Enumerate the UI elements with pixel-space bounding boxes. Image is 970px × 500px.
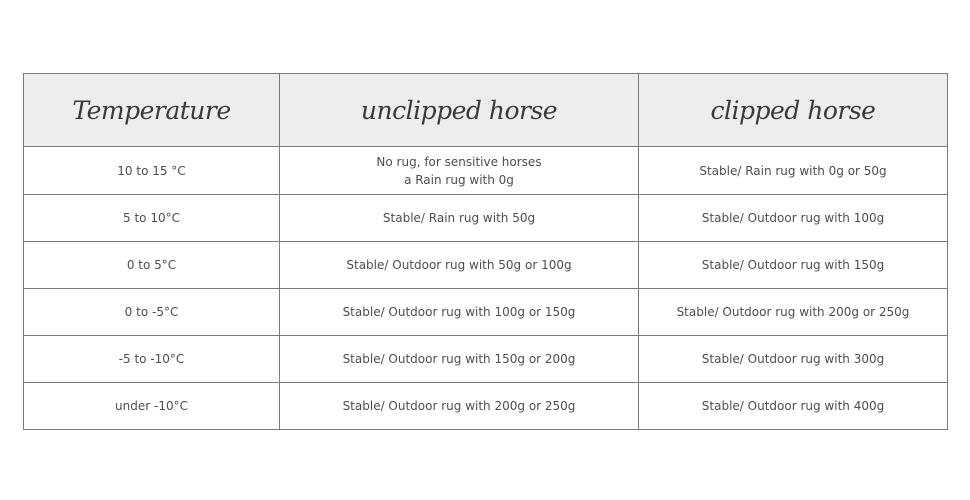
clipped-cell: Stable/ Outdoor rug with 200g or 250g bbox=[639, 289, 948, 336]
unclipped-cell: Stable/ Outdoor rug with 100g or 150g bbox=[280, 289, 639, 336]
clipped-cell: Stable/ Outdoor rug with 150g bbox=[639, 242, 948, 289]
unclipped-cell-line: a Rain rug with 0g bbox=[404, 172, 514, 187]
temperature-cell: 0 to -5°C bbox=[24, 289, 280, 336]
unclipped-cell: Stable/ Outdoor rug with 150g or 200g bbox=[280, 336, 639, 383]
header-row bbox=[24, 74, 948, 147]
header-clipped-horse: clipped horse bbox=[639, 74, 948, 147]
temperature-cell: under -10°C bbox=[24, 383, 280, 430]
unclipped-cell: Stable/ Outdoor rug with 200g or 250g bbox=[280, 383, 639, 430]
table-row bbox=[24, 289, 948, 336]
unclipped-cell: Stable/ Rain rug with 50g bbox=[280, 195, 639, 242]
header-temperature: Temperature bbox=[24, 74, 280, 147]
temperature-cell: 10 to 15 °C bbox=[24, 147, 280, 195]
temperature-cell: -5 to -10°C bbox=[24, 336, 280, 383]
clipped-cell: Stable/ Outdoor rug with 300g bbox=[639, 336, 948, 383]
rug-temperature-table bbox=[23, 73, 948, 430]
table-row bbox=[24, 195, 948, 242]
table-row bbox=[24, 336, 948, 383]
table-row bbox=[24, 383, 948, 430]
clipped-cell: Stable/ Outdoor rug with 400g bbox=[639, 383, 948, 430]
clipped-cell: Stable/ Outdoor rug with 100g bbox=[639, 195, 948, 242]
unclipped-cell-line: No rug, for sensitive horses bbox=[376, 154, 542, 169]
table-row bbox=[24, 242, 948, 289]
header-unclipped-horse: unclipped horse bbox=[280, 74, 639, 147]
table-body bbox=[24, 147, 948, 430]
unclipped-cell: Stable/ Outdoor rug with 50g or 100g bbox=[280, 242, 639, 289]
table-header bbox=[24, 74, 948, 147]
temperature-cell: 0 to 5°C bbox=[24, 242, 280, 289]
table-row bbox=[24, 147, 948, 195]
unclipped-cell bbox=[280, 147, 639, 195]
clipped-cell: Stable/ Rain rug with 0g or 50g bbox=[639, 147, 948, 195]
temperature-cell: 5 to 10°C bbox=[24, 195, 280, 242]
